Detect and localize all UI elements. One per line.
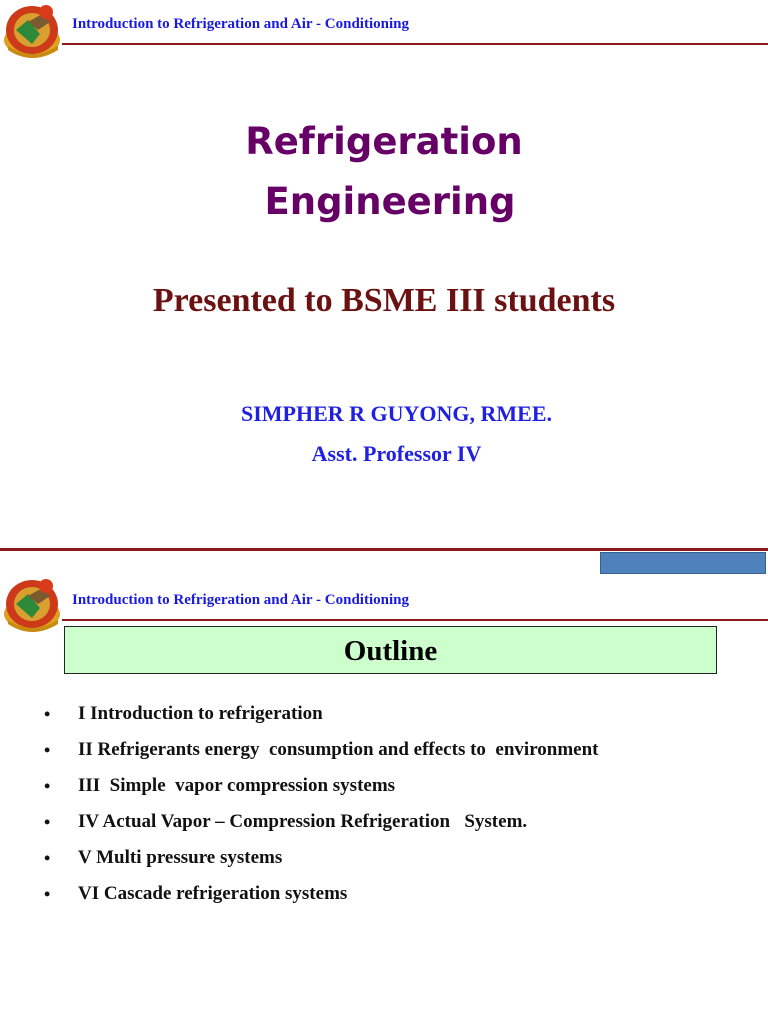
- outline-title: Outline: [343, 635, 438, 667]
- header-title: Introduction to Refrigeration and Air - Conditioning: [72, 592, 409, 608]
- university-logo-icon: [2, 0, 66, 60]
- list-item-text: IV Actual Vapor – Compression Refrigeration System.: [78, 811, 528, 832]
- list-item-text: VI Cascade refrigeration systems: [78, 883, 348, 904]
- list-item-text: I Introduction to refrigeration: [78, 703, 323, 724]
- list-item: [40, 774, 599, 810]
- list-item: [40, 882, 599, 918]
- list-item-text: V Multi pressure systems: [78, 847, 283, 868]
- bullet-icon: •: [44, 812, 51, 832]
- list-item: [40, 846, 599, 882]
- university-logo-icon: [2, 574, 66, 634]
- list-item: [40, 702, 599, 738]
- presented-to-text: Presented to BSME III students: [152, 282, 616, 319]
- bullet-icon: •: [44, 848, 51, 868]
- bullet-icon: •: [44, 884, 51, 904]
- list-item: [40, 810, 599, 846]
- author-name: SIMPHER R GUYONG, RMEE.: [240, 401, 553, 426]
- bullet-icon: •: [44, 740, 51, 760]
- bullet-icon: •: [44, 776, 51, 796]
- header-rule: [62, 619, 768, 621]
- slide-title-line-1: Refrigeration: [245, 120, 523, 163]
- author-title: Asst. Professor IV: [311, 441, 482, 466]
- list-item: [40, 738, 599, 774]
- outline-title-box: [64, 626, 717, 674]
- bullet-icon: •: [44, 704, 51, 724]
- outline-slide: [0, 552, 768, 1024]
- slide-title-line-2: Engineering: [264, 180, 516, 223]
- header-rule: [62, 43, 768, 45]
- header-title: Introduction to Refrigeration and Air - Conditioning: [72, 16, 409, 32]
- list-item-text: III Simple vapor compression systems: [78, 775, 396, 796]
- outline-list: [40, 702, 599, 918]
- list-item-text: II Refrigerants energy consumption and effects to environment: [78, 739, 599, 760]
- slide-divider: [0, 548, 768, 551]
